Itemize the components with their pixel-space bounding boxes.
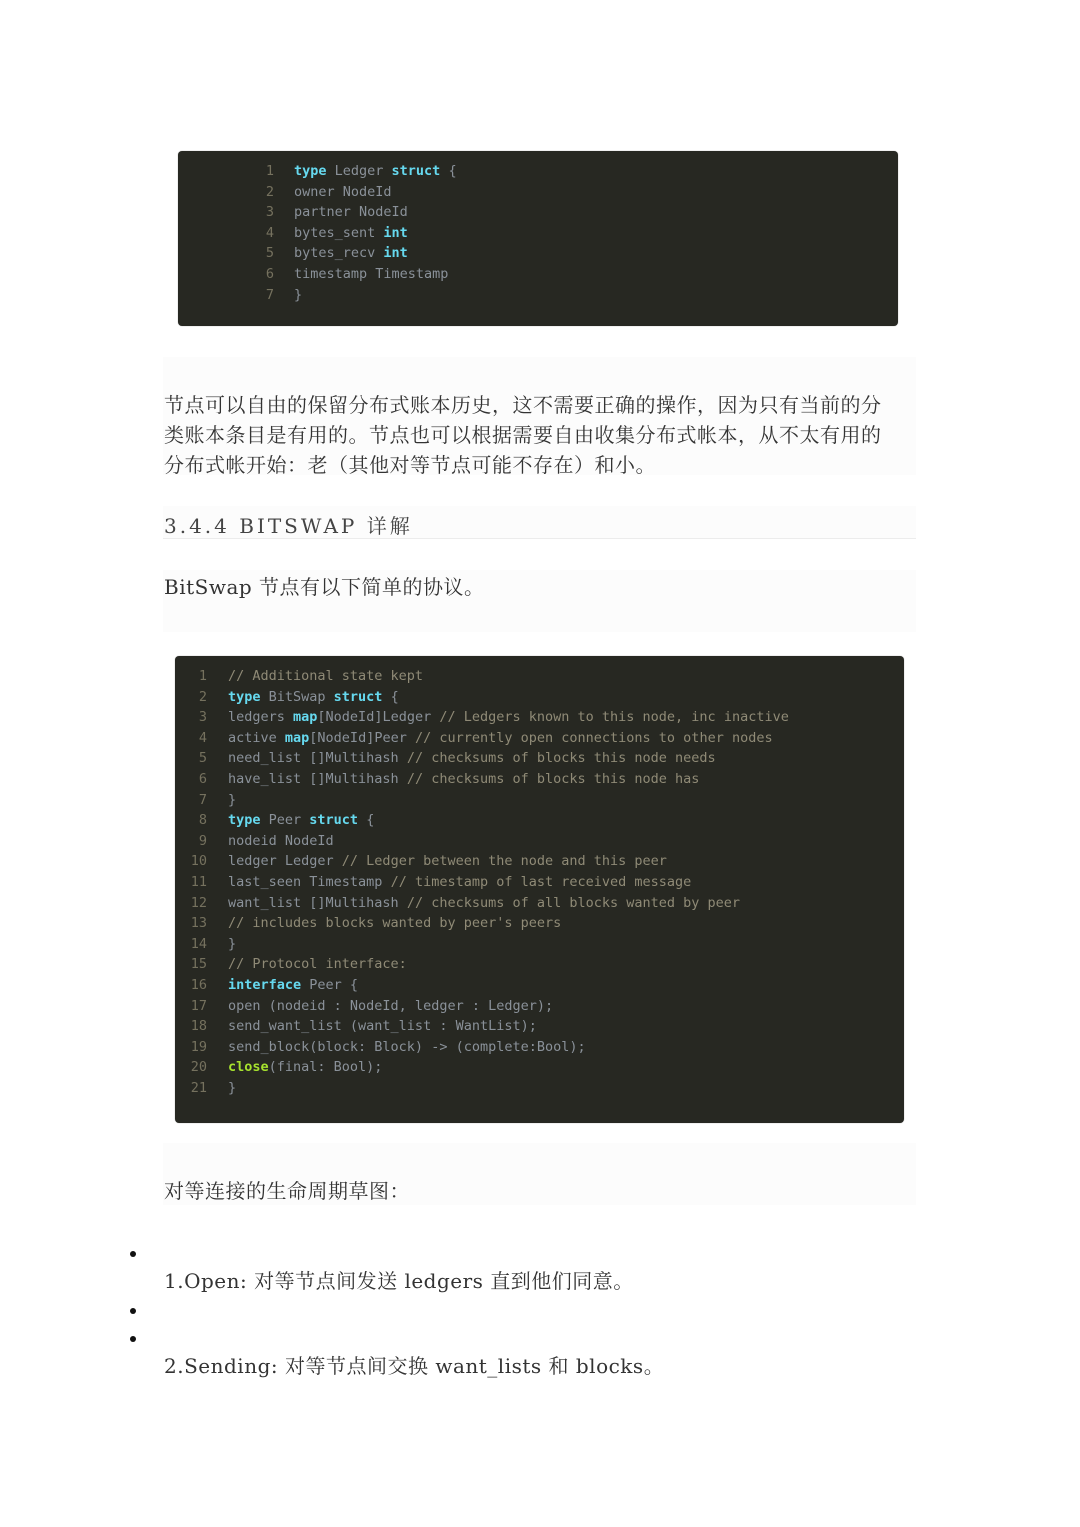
paragraph-line: 节点可以自由的保留分布式账本历史，这不需要正确的操作，因为只有当前的分 [164,393,882,417]
code-text: type Ledger struct { [294,163,457,179]
bullet-icon [130,1336,136,1342]
bullet-icon [130,1251,136,1257]
bullet-icon [130,1308,136,1314]
code-text: type BitSwap struct { [228,688,399,705]
line-number: 16 [190,977,207,993]
line-number: 11 [190,874,207,890]
line-number: 14 [190,935,207,952]
line-number: 1 [198,668,207,684]
line-number: 4 [198,729,207,746]
line-number: 2 [198,688,207,705]
line-number: 19 [190,1038,207,1055]
line-number: 12 [190,894,207,911]
section-heading: 3.4.4 BITSWAP 详解 [164,514,413,538]
line-number: 9 [198,832,207,849]
line-number: 7 [198,791,207,808]
code-text: need_list []Multihash // checksums of blocks this node needs [228,750,716,767]
list-item-sending: 2.Sending: 对等节点间交换 want_lists 和 blocks。 [164,1354,665,1378]
code-block-bitswap [175,656,904,1123]
code-text: bytes_sent int [294,224,408,241]
code-text: owner NodeId [294,183,392,200]
code-text: interface Peer { [228,977,359,993]
code-text: ledgers map[NodeId]Ledger // Ledgers known to this node, inc inactive [228,709,789,726]
line-number: 6 [265,266,274,282]
line-number: 10 [190,853,207,870]
code-text: last_seen Timestamp // timestamp of last received message [228,874,692,890]
code-text: send_want_list (want_list : WantList); [228,1018,537,1035]
paragraph-line: 分布式帐开始：老（其他对等节点可能不存在）和小。 [164,453,656,477]
code-text: have_list []Multihash // checksums of blocks this node has [228,771,700,787]
paragraph-ledger-history [164,390,924,480]
paragraph-lifecycle-sketch: 对等连接的生命周期草图： [164,1179,410,1203]
line-number: 8 [198,812,207,829]
line-number: 3 [198,709,207,726]
code-text: } [294,286,303,303]
code-text: } [228,1080,237,1096]
code-text: } [228,791,237,808]
line-number: 7 [265,286,274,303]
code-text: close(final: Bool); [228,1059,383,1076]
paragraph-line: 类账本条目是有用的。节点也可以根据需要自由收集分布式帐本，从不太有用的 [164,423,882,447]
line-number: 4 [265,224,274,241]
line-number: 5 [265,245,274,262]
code-text: // Additional state kept [228,668,424,684]
code-text: send_block(block: Block) -> (complete:Bool); [228,1038,586,1055]
code-text: } [228,935,237,952]
line-number: 2 [265,183,274,200]
code-text: ledger Ledger // Ledger between the node and this peer [228,853,667,870]
code-text: bytes_recv int [294,245,408,262]
line-number: 21 [190,1080,207,1096]
code-text: open (nodeid : NodeId, ledger : Ledger); [228,997,554,1014]
line-number: 6 [198,771,207,787]
line-number: 15 [190,956,207,973]
line-number: 1 [265,163,274,179]
line-number: 20 [190,1059,207,1076]
line-number: 18 [190,1018,207,1035]
heading-divider [163,538,916,539]
code-text: active map[NodeId]Peer // currently open connections to other nodes [228,729,773,746]
code-text: timestamp Timestamp [294,266,449,282]
paragraph-bitswap-intro: BitSwap 节点有以下简单的协议。 [164,575,485,599]
line-number: 13 [190,915,207,932]
line-number: 17 [190,997,207,1014]
code-text: // includes blocks wanted by peer's peers [228,915,562,932]
code-text: type Peer struct { [228,812,375,829]
code-text: nodeid NodeId [228,832,334,849]
line-number: 5 [198,750,207,767]
code-text: want_list []Multihash // checksums of all blocks wanted by peer [228,894,741,911]
code-block-ledger [178,151,898,326]
line-number: 3 [265,204,274,221]
list-item-open: 1.Open: 对等节点间发送 ledgers 直到他们同意。 [164,1269,634,1293]
code-text: // Protocol interface: [228,956,407,973]
code-text: partner NodeId [294,204,408,221]
